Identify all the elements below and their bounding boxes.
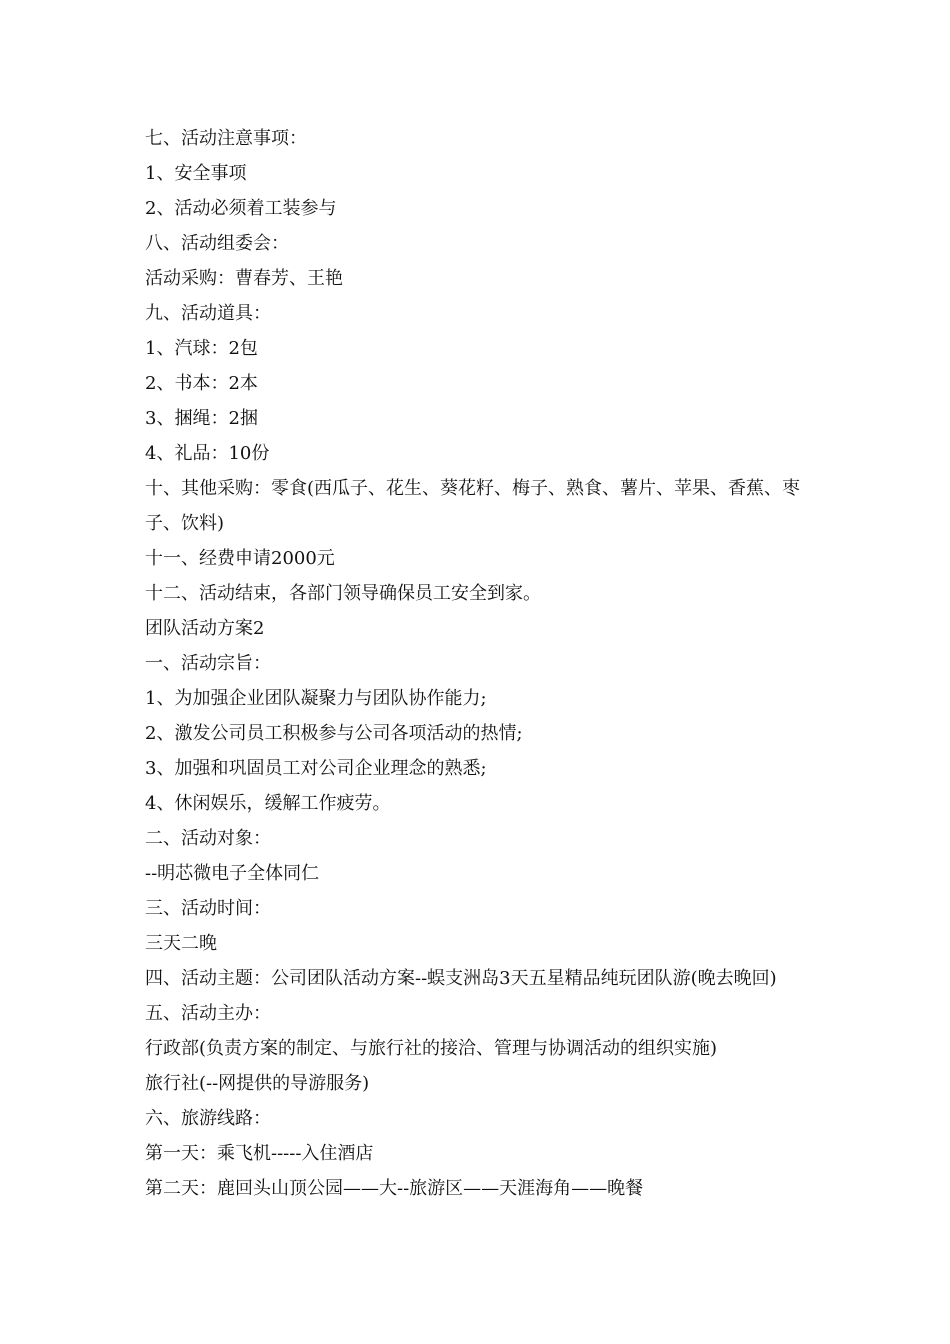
list-item: 1、安全事项 — [145, 163, 247, 184]
list-item: 2、活动必须着工装参与 — [145, 198, 337, 219]
text-line: 第一天：乘飞机-----入住酒店 — [145, 1143, 374, 1164]
list-item: 1、汽球：2包 — [145, 338, 258, 359]
text-line: 旅行社(--网提供的导游服务) — [145, 1073, 370, 1094]
document-title: 团队活动方案2 — [145, 618, 265, 639]
list-item: 2、书本：2本 — [145, 373, 258, 394]
list-item: 4、休闲娱乐，缓解工作疲劳。 — [145, 793, 391, 814]
list-item: 3、加强和巩固员工对公司企业理念的熟悉; — [145, 758, 487, 779]
text-line: --明芯微电子全体同仁 — [145, 863, 320, 884]
section-heading-budget: 十一、经费申请2000元 — [145, 548, 335, 569]
section-heading-route: 六、旅游线路： — [145, 1108, 271, 1129]
section-heading-notes: 七、活动注意事项： — [145, 128, 307, 149]
text-line: 三天二晚 — [145, 933, 217, 954]
section-heading-time: 三、活动时间： — [145, 898, 271, 919]
section-heading-end: 十二、活动结束，各部门领导确保员工安全到家。 — [145, 583, 541, 604]
section-heading-committee: 八、活动组委会： — [145, 233, 289, 254]
section-heading-organizer: 五、活动主办： — [145, 1003, 271, 1024]
list-item: 2、激发公司员工积极参与公司各项活动的热情; — [145, 723, 523, 744]
section-heading-participants: 二、活动对象： — [145, 828, 271, 849]
document-body — [145, 121, 815, 1206]
section-heading-other-purchases: 十、其他采购：零食(西瓜子、花生、葵花籽、梅子、熟食、薯片、苹果、香蕉、枣子、饮料) — [145, 478, 801, 534]
section-heading-purpose: 一、活动宗旨： — [145, 653, 271, 674]
section-heading-theme: 四、活动主题：公司团队活动方案--蜈支洲岛3天五星精品纯玩团队游(晚去晚回) — [145, 968, 777, 989]
text-line: 活动采购：曹春芳、王艳 — [145, 268, 343, 289]
list-item: 3、捆绳：2捆 — [145, 408, 258, 429]
list-item: 4、礼品：10份 — [145, 443, 270, 464]
section-heading-props: 九、活动道具： — [145, 303, 271, 324]
text-line: 第二天：鹿回头山顶公园——大--旅游区——天涯海角——晚餐 — [145, 1178, 644, 1199]
text-line: 行政部(负责方案的制定、与旅行社的接洽、管理与协调活动的组织实施) — [145, 1038, 718, 1059]
list-item: 1、为加强企业团队凝聚力与团队协作能力; — [145, 688, 487, 709]
